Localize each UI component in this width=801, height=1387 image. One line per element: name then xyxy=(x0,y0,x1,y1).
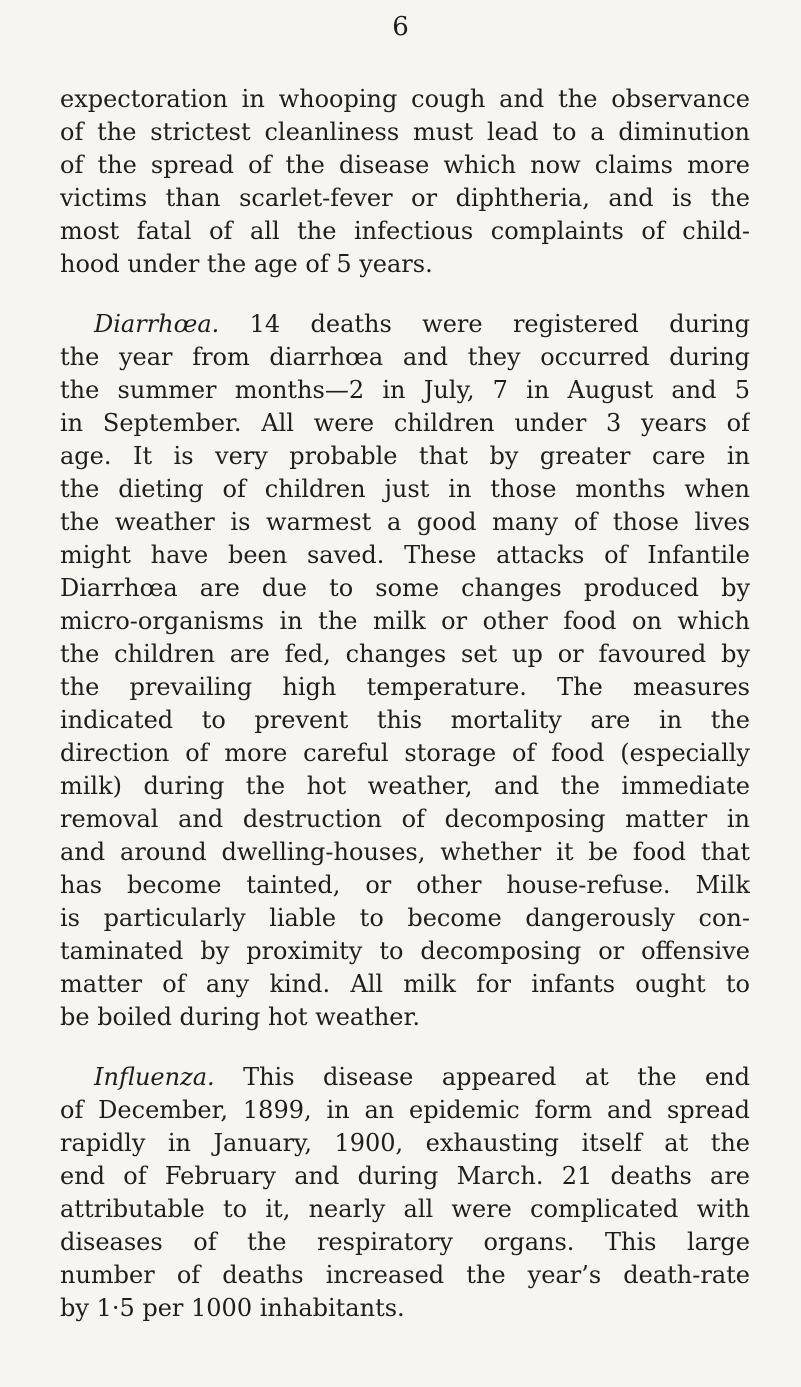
text-line: attributable to it, nearly all were complicated with xyxy=(60,1195,750,1223)
text-line: age. It is very probable that by greater care in xyxy=(60,442,750,470)
text-line: taminated by proximity to decomposing or offensive xyxy=(60,937,750,965)
text-line: of December, 1899, in an epidemic form and spread xyxy=(60,1096,750,1124)
text-line: is particularly liable to become dangerously con- xyxy=(60,904,750,932)
text-line: rapidly in January, 1900, exhausting itself at the xyxy=(60,1129,750,1157)
text-line: the summer months—2 in July, 7 in August and 5 xyxy=(60,376,750,404)
text-line: the prevailing high temperature. The measures xyxy=(60,673,750,701)
paragraph-influenza xyxy=(60,1061,750,1325)
section-heading-diarrhoea: Diarrhœa. xyxy=(94,310,220,338)
text-line: matter of any kind. All milk for infants ought to xyxy=(60,970,750,998)
body-text xyxy=(60,83,750,1352)
text-line: by 1·5 per 1000 inhabitants. xyxy=(60,1294,405,1322)
text-line: has become tainted, or other house-refuse. Milk xyxy=(60,871,750,899)
text-line: end of February and during March. 21 deaths are xyxy=(60,1162,750,1190)
text-line xyxy=(60,1061,750,1094)
text-run: 14 deaths were registered during xyxy=(219,310,750,338)
paragraph-diarrhoea xyxy=(60,308,750,1034)
text-line: might have been saved. These attacks of Infantile xyxy=(60,541,750,569)
text-line: hood under the age of 5 years. xyxy=(60,250,433,278)
text-line: milk) during the hot weather, and the immediate xyxy=(60,772,750,800)
text-line: removal and destruction of decomposing matter in xyxy=(60,805,750,833)
text-line: in September. All were children under 3 years of xyxy=(60,409,750,437)
text-line: most fatal of all the infectious complaints of child- xyxy=(60,217,750,245)
text-line: of the strictest cleanliness must lead to a diminution xyxy=(60,118,750,146)
text-line xyxy=(60,308,750,341)
text-line: micro-organisms in the milk or other food on which xyxy=(60,607,750,635)
page-number: 6 xyxy=(392,12,409,42)
text-line: the dieting of children just in those months when xyxy=(60,475,750,503)
text-line: of the spread of the disease which now claims more xyxy=(60,151,750,179)
text-run: This disease appeared at the end xyxy=(214,1063,750,1091)
text-line: direction of more careful storage of food (especially xyxy=(60,739,750,767)
text-line: the children are fed, changes set up or favoured by xyxy=(60,640,750,668)
text-line: and around dwelling-houses, whether it be food that xyxy=(60,838,750,866)
text-line: diseases of the respiratory organs. This large xyxy=(60,1228,750,1256)
text-line: the year from diarrhœa and they occurred during xyxy=(60,343,750,371)
text-line: indicated to prevent this mortality are in the xyxy=(60,706,750,734)
section-heading-influenza: Influenza. xyxy=(94,1063,215,1091)
text-line: number of deaths increased the year’s death-rate xyxy=(60,1261,750,1289)
text-line: Diarrhœa are due to some changes produced by xyxy=(60,574,750,602)
text-line: the weather is warmest a good many of those lives xyxy=(60,508,750,536)
text-line: expectoration in whooping cough and the observance xyxy=(60,85,750,113)
text-line: victims than scarlet-fever or diphtheria, and is the xyxy=(60,184,750,212)
text-line: be boiled during hot weather. xyxy=(60,1003,420,1031)
paragraph-whooping-cough xyxy=(60,83,750,281)
